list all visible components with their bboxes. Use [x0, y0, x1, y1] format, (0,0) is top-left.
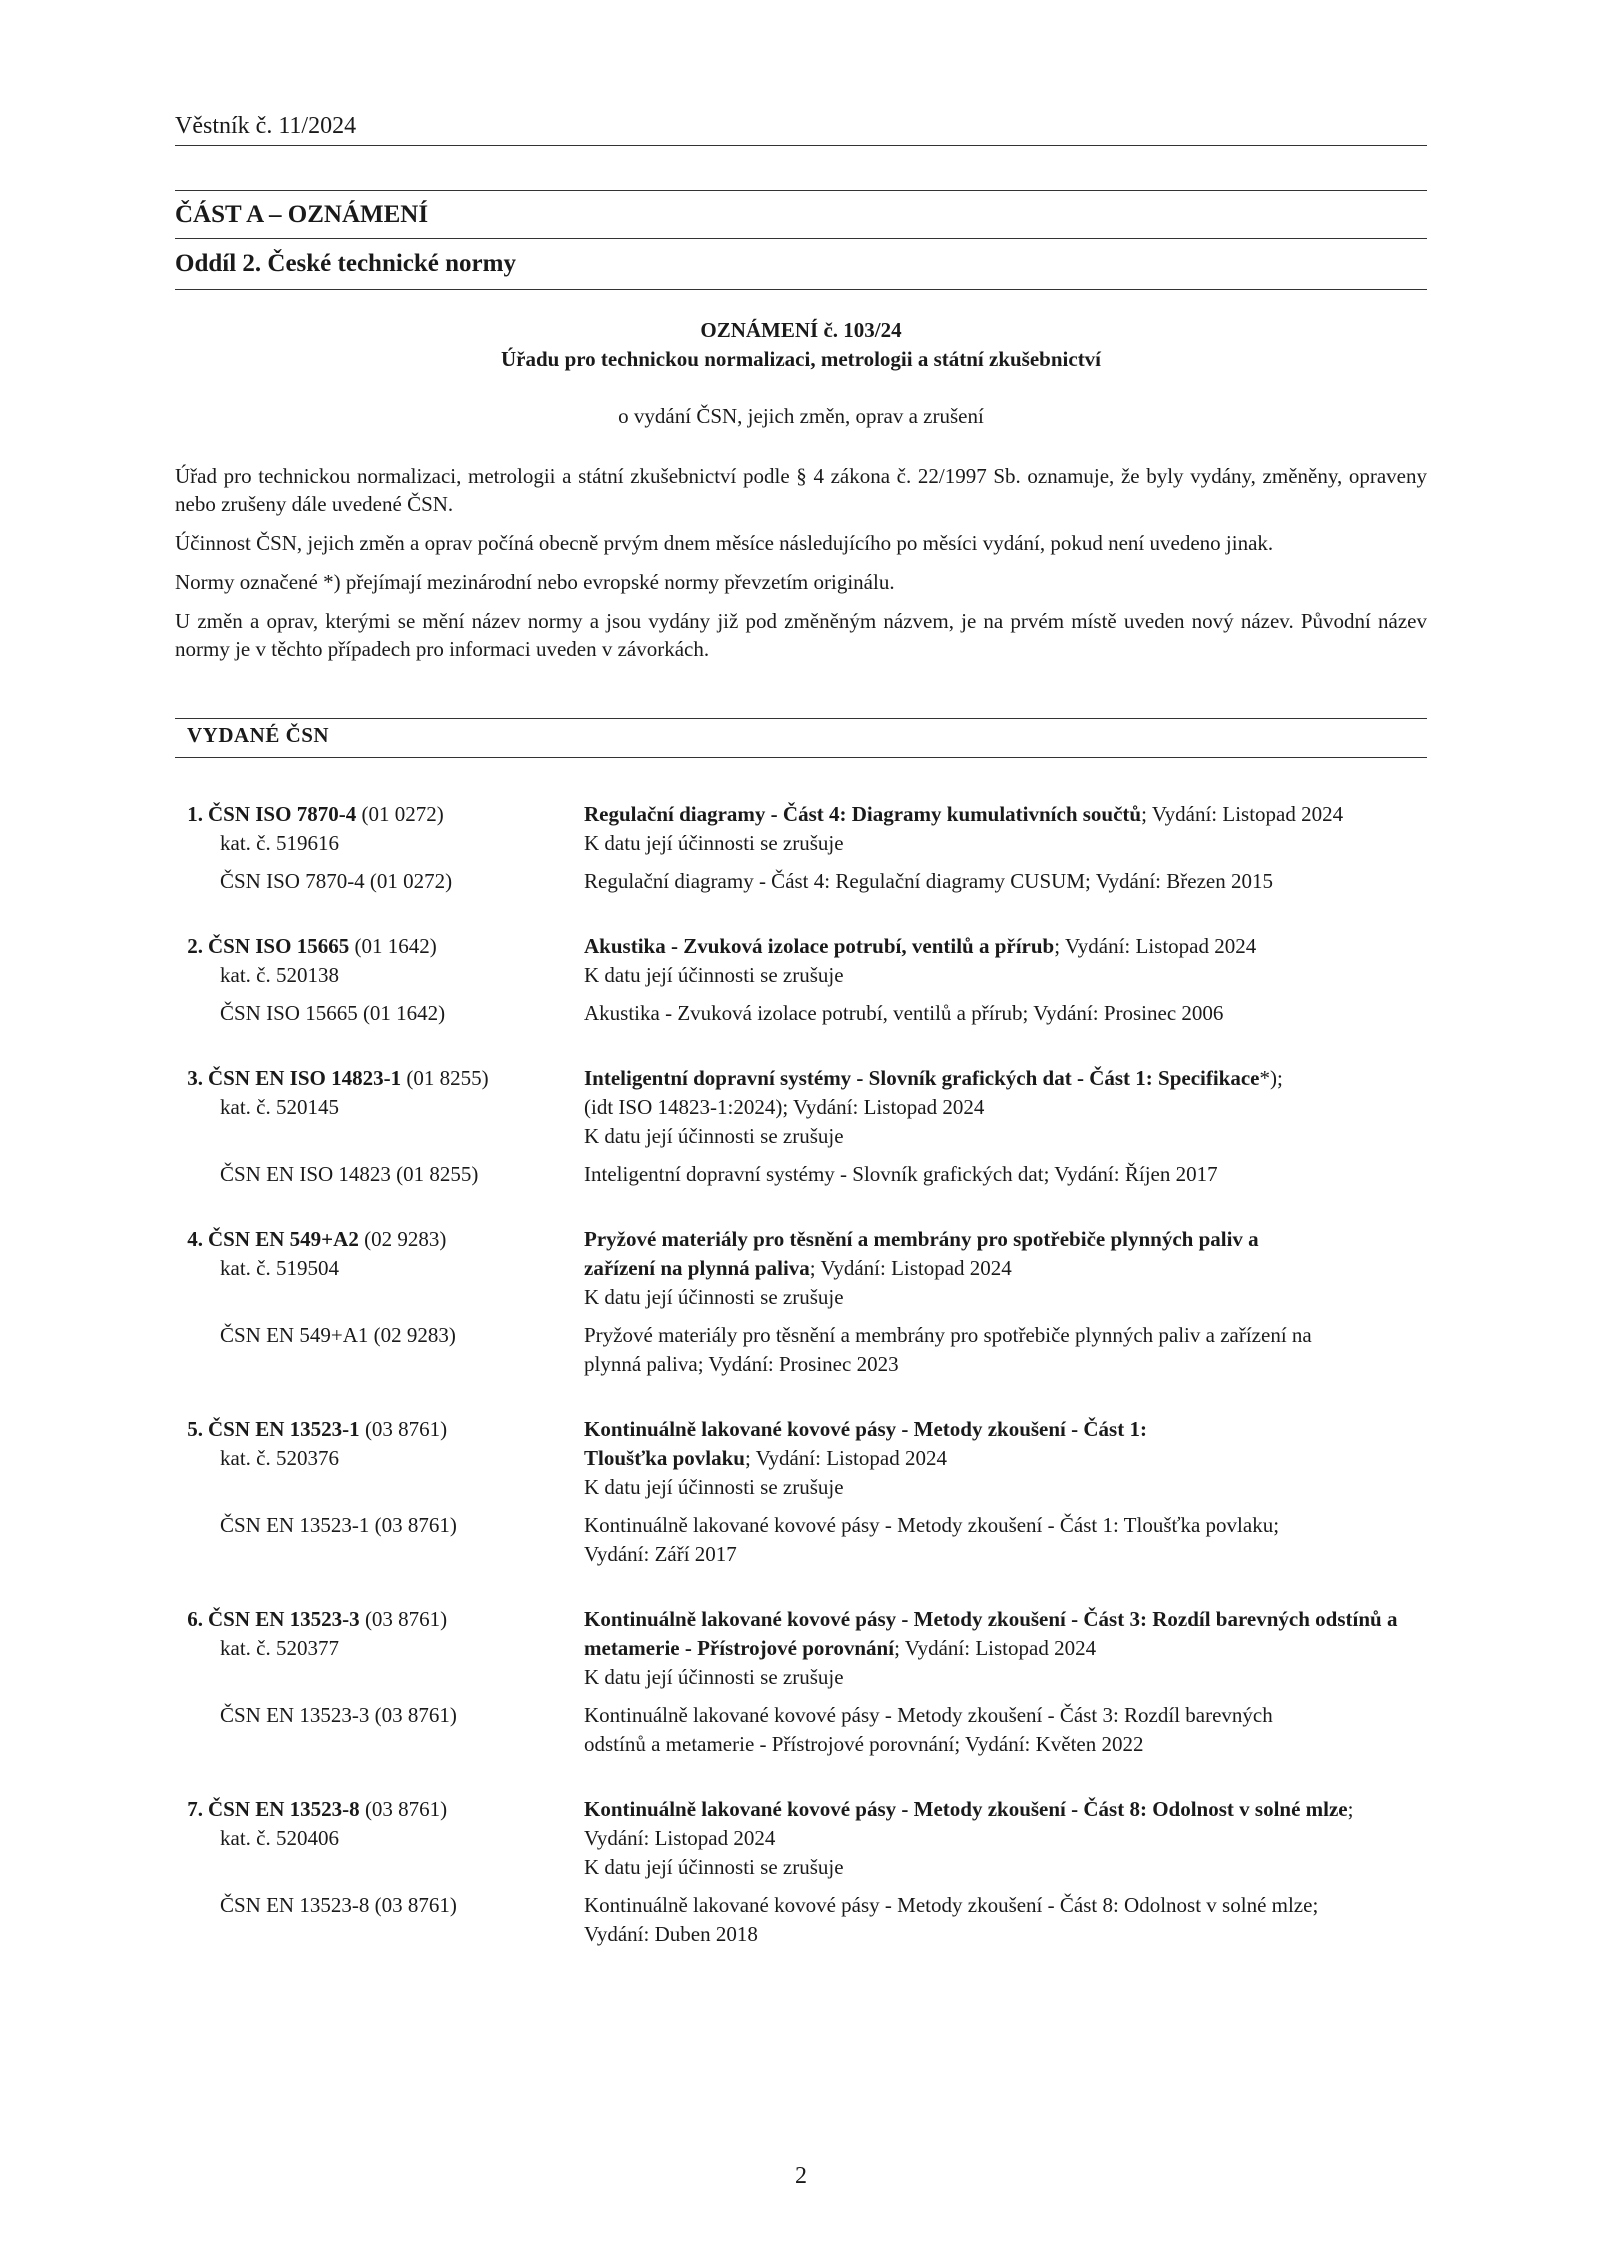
- standard-entry: [175, 1064, 1427, 1189]
- entry-number: 1.: [187, 802, 203, 826]
- issue-info: ; Vydání: Listopad 2024: [744, 1446, 947, 1470]
- entry-number: 4.: [187, 1227, 203, 1251]
- catalog-number: kat. č. 520406: [220, 1826, 339, 1850]
- catalog-number: kat. č. 519616: [220, 831, 339, 855]
- standard-code: ČSN EN 13523-3: [208, 1607, 360, 1631]
- standard-class: (02 9283): [358, 1227, 447, 1251]
- issue-info: ; Vydání: Listopad 2024: [809, 1256, 1012, 1280]
- entry-number: 3.: [187, 1066, 203, 1090]
- cancellation-note: K datu její účinnosti se zrušuje: [584, 831, 844, 855]
- cancelled-standard-code: ČSN EN 13523-8 (03 8761): [220, 1893, 457, 1917]
- catalog-number: kat. č. 520377: [220, 1636, 339, 1660]
- catalog-number: kat. č. 520145: [220, 1095, 339, 1119]
- cancellation-note: K datu její účinnosti se zrušuje: [584, 1124, 844, 1148]
- catalog-number: kat. č. 519504: [220, 1256, 339, 1280]
- standard-class: (03 8761): [359, 1417, 448, 1441]
- cancellation-note: K datu její účinnosti se zrušuje: [584, 1665, 844, 1689]
- part-title: ČÁST A – OZNÁMENÍ: [175, 201, 429, 228]
- running-head: Věstník č. 11/2024: [175, 113, 357, 139]
- standard-entry: [175, 800, 1427, 896]
- cancelled-standard-code: ČSN EN 13523-1 (03 8761): [220, 1513, 457, 1537]
- standards-list: [175, 800, 1427, 1985]
- standard-code: ČSN EN 13523-8: [208, 1797, 360, 1821]
- cancelled-standard-text: Kontinuálně lakované kovové pásy - Metody zkoušení - Část 1: Tloušťka povlaku; Vydání: Září 2017: [584, 1513, 1280, 1566]
- intro-text: [175, 462, 1427, 674]
- intro-paragraph: U změn a oprav, kterými se mění název normy a jsou vydány již pod změněným názvem, je na prvém místě uveden nový název. Původní název normy je v těchto případech pro informaci uveden v závorkách.: [175, 609, 1427, 661]
- standard-class: (01 1642): [349, 934, 437, 958]
- standard-code: ČSN EN 13523-1: [208, 1417, 360, 1441]
- issue-info: ; Vydání: Listopad 2024: [584, 1797, 1354, 1850]
- cancelled-standard-code: ČSN EN 13523-3 (03 8761): [220, 1703, 457, 1727]
- standard-entry: [175, 1605, 1427, 1759]
- intro-paragraph: Úřad pro technickou normalizaci, metrologii a státní zkušebnictví podle § 4 zákona č. 22/1997 Sb. oznamuje, že byly vydány, změněny, opraveny nebo zrušeny dále uvedené ČSN.: [175, 464, 1427, 516]
- divider: [175, 718, 1427, 719]
- adoption-info: (idt ISO 14823-1:2024); Vydání: Listopad 2024: [584, 1095, 985, 1119]
- notice-number: OZNÁMENÍ č. 103/24: [700, 318, 902, 342]
- standard-class: (01 8255): [401, 1066, 489, 1090]
- notice-heading: [175, 316, 1427, 374]
- standard-title: Inteligentní dopravní systémy - Slovník grafických dat - Část 1: Specifikace: [584, 1066, 1260, 1090]
- cancelled-standard-text: Kontinuálně lakované kovové pásy - Metody zkoušení - Část 8: Odolnost v solné mlze; Vydání: Duben 2018: [584, 1893, 1319, 1946]
- standard-title: Kontinuálně lakované kovové pásy - Metody zkoušení - Část 1: Tloušťka povlaku: [584, 1417, 1147, 1470]
- divider: [175, 238, 1427, 239]
- standard-entry: [175, 932, 1427, 1028]
- standard-code: ČSN ISO 7870-4: [208, 802, 357, 826]
- standard-entry: [175, 1415, 1427, 1569]
- standard-entry: [175, 1795, 1427, 1949]
- cancelled-standard-text: Kontinuálně lakované kovové pásy - Metody zkoušení - Část 3: Rozdíl barevných odstínů a metamerie - Přístrojové porovnání; Vydání: Květen 2022: [584, 1703, 1273, 1756]
- divider: [175, 145, 1427, 146]
- section-title: Oddíl 2. České technické normy: [175, 250, 516, 277]
- standard-class: (03 8761): [359, 1607, 448, 1631]
- cancelled-standard-text: Regulační diagramy - Část 4: Regulační diagramy CUSUM; Vydání: Březen 2015: [584, 869, 1273, 893]
- divider: [175, 190, 1427, 191]
- notice-subtitle: o vydání ČSN, jejich změn, oprav a zrušení: [618, 404, 984, 428]
- catalog-number: kat. č. 520376: [220, 1446, 339, 1470]
- intro-paragraph: Normy označené *) přejímají mezinárodní nebo evropské normy převzetím originálu.: [175, 570, 895, 594]
- cancelled-standard-code: ČSN EN 549+A1 (02 9283): [220, 1323, 456, 1347]
- catalog-number: kat. č. 520138: [220, 963, 339, 987]
- standard-class: (01 0272): [356, 802, 444, 826]
- cancelled-standard-text: Akustika - Zvuková izolace potrubí, ventilů a přírub; Vydání: Prosinec 2006: [584, 1001, 1224, 1025]
- cancellation-note: K datu její účinnosti se zrušuje: [584, 963, 844, 987]
- standard-title: Pryžové materiály pro těsnění a membrány pro spotřebiče plynných paliv a zařízení na plynná paliva: [584, 1227, 1259, 1280]
- entry-number: 5.: [187, 1417, 203, 1441]
- cancellation-note: K datu její účinnosti se zrušuje: [584, 1475, 844, 1499]
- cancelled-standard-code: ČSN ISO 7870-4 (01 0272): [220, 869, 453, 893]
- standard-class: (03 8761): [359, 1797, 448, 1821]
- cancelled-standard-text: Pryžové materiály pro těsnění a membrány pro spotřebiče plynných paliv a zařízení na plynná paliva; Vydání: Prosinec 2023: [584, 1323, 1312, 1376]
- entry-number: 7.: [187, 1797, 203, 1821]
- cancelled-standard-text: Inteligentní dopravní systémy - Slovník grafických dat; Vydání: Říjen 2017: [584, 1162, 1218, 1186]
- divider: [175, 757, 1427, 758]
- standard-title: Regulační diagramy - Část 4: Diagramy kumulativních součtů: [584, 802, 1142, 826]
- issue-info: *);: [1259, 1066, 1283, 1090]
- standard-code: ČSN EN 549+A2: [208, 1227, 359, 1251]
- standard-code: ČSN ISO 15665: [208, 934, 350, 958]
- issue-info: ; Vydání: Listopad 2024: [894, 1636, 1097, 1660]
- standard-title: Kontinuálně lakované kovové pásy - Metody zkoušení - Část 8: Odolnost v solné mlze: [584, 1797, 1348, 1821]
- divider: [175, 289, 1427, 290]
- standard-title: Akustika - Zvuková izolace potrubí, ventilů a přírub: [584, 934, 1055, 958]
- list-heading: VYDANÉ ČSN: [187, 723, 330, 747]
- standard-title: Kontinuálně lakované kovové pásy - Metody zkoušení - Část 3: Rozdíl barevných odstínů a metamerie - Přístrojové porovnání: [584, 1607, 1398, 1660]
- standard-entry: [175, 1225, 1427, 1379]
- page-number: 2: [795, 2163, 807, 2189]
- issue-info: ; Vydání: Listopad 2024: [1141, 802, 1344, 826]
- cancellation-note: K datu její účinnosti se zrušuje: [584, 1285, 844, 1309]
- entry-number: 6.: [187, 1607, 203, 1631]
- intro-paragraph: Účinnost ČSN, jejich změn a oprav počíná obecně prvým dnem měsíce následujícího po měsíci vydání, pokud není uvedeno jinak.: [175, 531, 1274, 555]
- cancelled-standard-code: ČSN ISO 15665 (01 1642): [220, 1001, 446, 1025]
- notice-authority: Úřadu pro technickou normalizaci, metrologii a státní zkušebnictví: [500, 347, 1102, 371]
- cancelled-standard-code: ČSN EN ISO 14823 (01 8255): [220, 1162, 479, 1186]
- cancellation-note: K datu její účinnosti se zrušuje: [584, 1855, 844, 1879]
- document-page: [175, 0, 1427, 2263]
- standard-code: ČSN EN ISO 14823-1: [208, 1066, 402, 1090]
- entry-number: 2.: [187, 934, 203, 958]
- issue-info: ; Vydání: Listopad 2024: [1054, 934, 1257, 958]
